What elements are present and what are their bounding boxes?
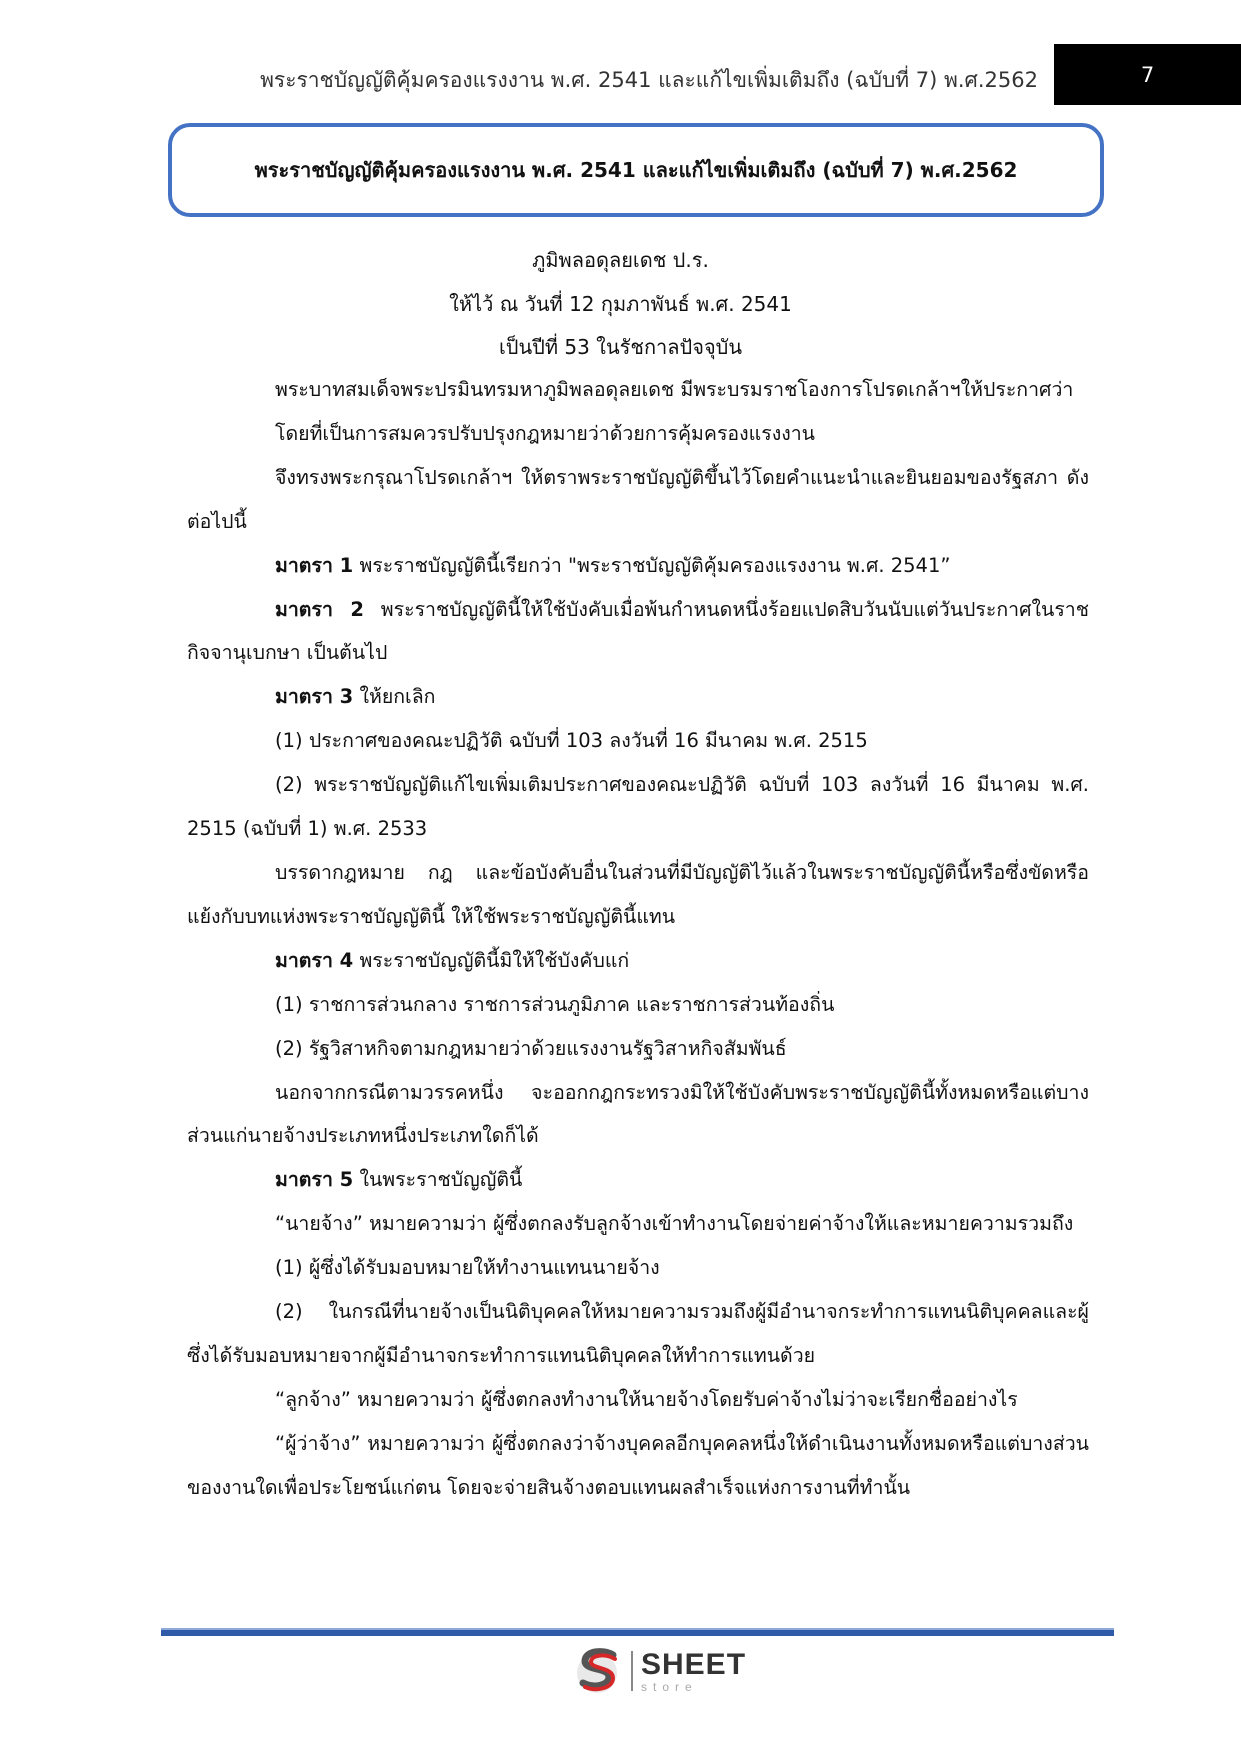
definition-employee: “ลูกจ้าง” หมายความว่า ผู้ซึ่งตกลงทำงานให้นายจ้างโดยรับค่าจ้างไม่ว่าจะเรียกชื่ออย่างไร xyxy=(275,1387,1018,1411)
paragraph-enactment: จึงทรงพระกรุณาโปรดเกล้าฯ ให้ตราพระราชบัญญัติขึ้นไว้โดยคำแนะนำและยินยอมของรัฐสภา ดังต่อไปนี้ xyxy=(187,465,1089,533)
section-text: ให้ยกเลิก xyxy=(353,685,436,709)
list-item: (2) พระราชบัญญัติแก้ไขเพิ่มเติมประกาศของคณะปฏิวัติ ฉบับที่ 103 ลงวันที่ 16 มีนาคม พ.ศ. 2515 (ฉบับที่ 1) พ.ศ. 2533 xyxy=(187,773,1089,841)
page-number-box xyxy=(1054,44,1241,105)
section-label: มาตรา 3 xyxy=(275,685,354,709)
document-title-box xyxy=(168,123,1104,217)
section-label: มาตรา 1 xyxy=(275,553,354,577)
definition-hirer: “ผู้ว่าจ้าง” หมายความว่า ผู้ซึ่งตกลงว่าจ้างบุคคลอีกบุคคลหนึ่งให้ดำเนินงานทั้งหมดหรือแต่บางส่วนของงานใดเพื่อประโยชน์แก่ตน โดยจะจ่ายสินจ้างตอบแทนผลสำเร็จแห่งการงานที่ทำนั้น xyxy=(187,1431,1089,1499)
sheetstore-s-logo-icon xyxy=(575,1645,625,1697)
paragraph-rationale: โดยที่เป็นการสมควรปรับปรุงกฎหมายว่าด้วยการคุ้มครองแรงงาน xyxy=(275,421,816,445)
section-5 xyxy=(187,1158,1089,1202)
paragraph-proclamation: พระบาทสมเด็จพระปรมินทรมหาภูมิพลอดุลยเดช มีพระบรมราชโองการโปรดเกล้าฯให้ประกาศว่า xyxy=(275,378,1074,401)
document-body xyxy=(187,368,1089,1510)
sheetstore-logo xyxy=(575,1645,746,1697)
section-2 xyxy=(187,588,1089,676)
paragraph: บรรดากฎหมาย กฎ และข้อบังคับอื่นในส่วนที่มีบัญญัติไว้แล้วในพระราชบัญญัตินี้หรือซึ่งขัดหรือแย้งกับบทแห่งพระราชบัญญัตินี้ ให้ใช้พระราชบัญญัตินี้แทน xyxy=(187,860,1089,928)
section-label: มาตรา 5 xyxy=(275,1168,354,1192)
running-header: พระราชบัญญัติคุ้มครองแรงงาน พ.ศ. 2541 และแก้ไขเพิ่มเติมถึง (ฉบับที่ 7) พ.ศ.2562 xyxy=(260,68,1038,92)
section-1 xyxy=(187,544,1089,588)
logo-text xyxy=(641,1647,747,1694)
list-item: (2) ในกรณีที่นายจ้างเป็นนิติบุคคลให้หมายความรวมถึงผู้มีอำนาจกระทำการแทนนิติบุคคลและผู้ซึ่งได้รับมอบหมายจากผู้มีอำนาจกระทำการแทนนิติบุคคลให้ทำการแทนด้วย xyxy=(187,1300,1089,1367)
paragraph: นอกจากกรณีตามวรรคหนึ่ง จะออกกฎกระทรวงมิให้ใช้บังคับพระราชบัญญัตินี้ทั้งหมดหรือแต่บางส่วนแก่นายจ้างประเภทหนึ่งประเภทใดก็ได้ xyxy=(187,1080,1089,1148)
reign-year-line: เป็นปีที่ 53 ในรัชกาลปัจจุบัน xyxy=(498,335,743,359)
list-item: (1) ราชการส่วนกลาง ราชการส่วนภูมิภาค และราชการส่วนท้องถิ่น xyxy=(275,992,835,1016)
section-label: มาตรา 4 xyxy=(275,948,354,972)
page-number: 7 xyxy=(1140,62,1155,87)
given-date-line: ให้ไว้ ณ วันที่ 12 กุมภาพันธ์ พ.ศ. 2541 xyxy=(449,292,792,316)
document-title: พระราชบัญญัติคุ้มครองแรงงาน พ.ศ. 2541 และแก้ไขเพิ่มเติมถึง (ฉบับที่ 7) พ.ศ.2562 xyxy=(254,158,1018,182)
list-item: (2) รัฐวิสาหกิจตามกฎหมายว่าด้วยแรงงานรัฐวิสาหกิจสัมพันธ์ xyxy=(275,1036,787,1060)
logo-name: SHEET xyxy=(641,1647,747,1681)
list-item: (1) ผู้ซึ่งได้รับมอบหมายให้ทำงานแทนนายจ้าง xyxy=(275,1256,660,1280)
logo-subtext: store xyxy=(641,1679,698,1694)
section-text: พระราชบัญญัตินี้เรียกว่า "พระราชบัญญัติคุ้มครองแรงงาน พ.ศ. 2541” xyxy=(353,553,951,577)
signatory-line: ภูมิพลอดุลยเดช ป.ร. xyxy=(532,248,709,272)
section-text: ในพระราชบัญญัตินี้ xyxy=(353,1168,523,1192)
section-label: มาตรา 2 xyxy=(275,597,364,621)
logo-separator xyxy=(631,1651,633,1691)
section-text: พระราชบัญญัตินี้ให้ใช้บังคับเมื่อพ้นกำหนดหนึ่งร้อยแปดสิบวันนับแต่วันประกาศในราชกิจจานุเบกษา เป็นต้นไป xyxy=(187,597,1089,665)
section-text: พระราชบัญญัตินี้มิให้ใช้บังคับแก่ xyxy=(353,948,630,972)
list-item: (1) ประกาศของคณะปฏิวัติ ฉบับที่ 103 ลงวันที่ 16 มีนาคม พ.ศ. 2515 xyxy=(275,729,868,753)
section-4 xyxy=(187,939,1089,983)
footer-rule xyxy=(161,1628,1114,1636)
definition-employer: “นายจ้าง” หมายความว่า ผู้ซึ่งตกลงรับลูกจ้างเข้าทำงานโดยจ่ายค่าจ้างให้และหมายความรวมถึง xyxy=(275,1212,1074,1236)
section-3 xyxy=(187,675,1089,719)
